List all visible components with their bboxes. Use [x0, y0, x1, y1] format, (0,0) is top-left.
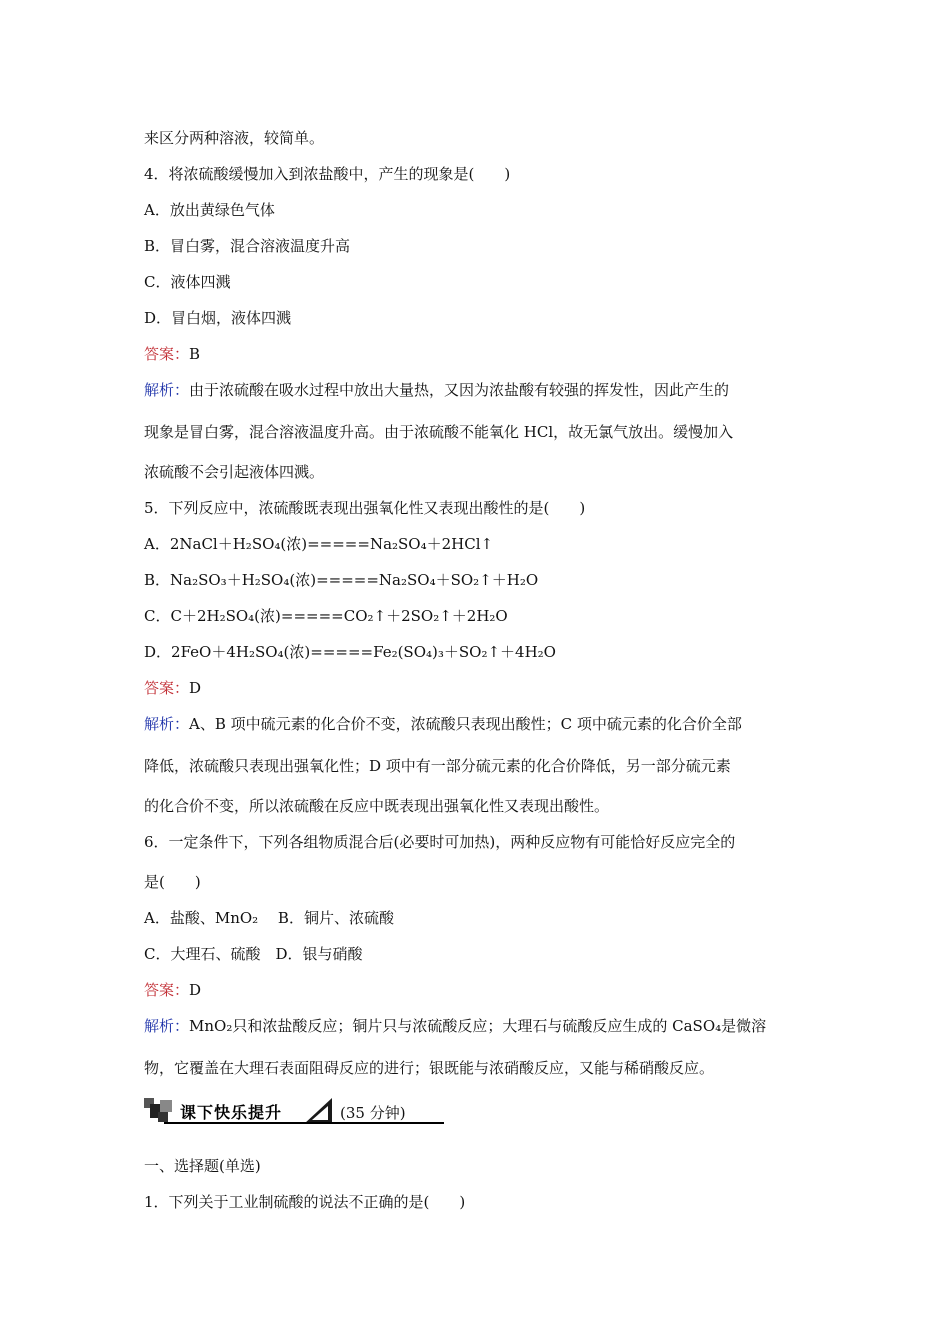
- explanation-line: 物，它覆盖在大理石表面阻碍反应的进行；银既能与浓硝酸反应，又能与稀硝酸反应。: [144, 1059, 715, 1077]
- section-duration: (35 分钟): [340, 1104, 406, 1122]
- explanation-label: 解析：: [144, 381, 190, 399]
- answer-value: D: [189, 981, 202, 999]
- answer-label: 答案：: [144, 981, 190, 999]
- text-line: 来区分两种溶液，较简单。: [144, 129, 325, 147]
- option-a: A．2NaCl＋H₂SO₄(浓)=====Na₂SO₄＋2HCl↑: [144, 535, 494, 553]
- explanation-line: 现象是冒白雾，混合溶液温度升高。由于浓硫酸不能氧化 HCl，故无氯气放出。缓慢加入: [144, 423, 734, 441]
- answer-line: [144, 980, 814, 1000]
- part-heading: 一、选择题(单选): [144, 1157, 261, 1175]
- explanation-line: 解析：由于浓硫酸在吸水过程中放出大量热，又因为浓盐酸有较强的挥发性，因此产生的: [144, 381, 730, 399]
- question-4: 4．将浓硫酸缓慢加入到浓盐酸中，产生的现象是( ): [144, 165, 511, 183]
- question-6-cont: 是( ): [144, 873, 201, 891]
- explanation-line: 降低，浓硫酸只表现出强氧化性；D 项中有一部分硫元素的化合价降低，另一部分硫元素: [144, 757, 731, 775]
- answer-label: 答案：: [144, 345, 190, 363]
- option-d: D．冒白烟，液体四溅: [144, 309, 292, 327]
- question-5: 5．下列反应中，浓硫酸既表现出强氧化性又表现出酸性的是( ): [144, 499, 586, 517]
- question-1: 1．下列关于工业制硫酸的说法不正确的是( ): [144, 1193, 466, 1211]
- question-6: 6．一定条件下，下列各组物质混合后(必要时可加热)，两种反应物有可能恰好反应完全的: [144, 833, 736, 851]
- explanation-label: 解析：: [144, 715, 190, 733]
- option-b: B．冒白雾，混合溶液温度升高: [144, 237, 351, 255]
- options-ab: A．盐酸、MnO₂ B．铜片、浓硫酸: [144, 909, 394, 927]
- option-b: B．Na₂SO₃＋H₂SO₄(浓)=====Na₂SO₄＋SO₂↑＋H₂O: [144, 571, 539, 589]
- answer-label: 答案：: [144, 679, 190, 697]
- answer-line: [144, 678, 814, 698]
- explanation-line: 的化合价不变，所以浓硫酸在反应中既表现出强氧化性又表现出酸性。: [144, 797, 610, 815]
- explanation-label: 解析：: [144, 1017, 190, 1035]
- answer-value: D: [189, 679, 202, 697]
- section-title: 课下快乐提升: [180, 1103, 283, 1122]
- answer-line: [144, 344, 814, 364]
- explanation-line: 浓硫酸不会引起液体四溅。: [144, 463, 325, 481]
- banner-triangle-icon: [304, 1098, 332, 1124]
- options-cd: C．大理石、硫酸 D．银与硝酸: [144, 945, 363, 963]
- option-c: C．C＋2H₂SO₄(浓)=====CO₂↑＋2SO₂↑＋2H₂O: [144, 607, 508, 625]
- option-c: C．液体四溅: [144, 273, 231, 291]
- explanation-line: 解析：A、B 项中硫元素的化合价不变，浓硫酸只表现出酸性；C 项中硫元素的化合价全部: [144, 715, 742, 733]
- section-banner: [144, 1096, 404, 1126]
- explanation-line: 解析：MnO₂只和浓盐酸反应；铜片只与浓硫酸反应；大理石与硫酸反应生成的 CaSO₄是微溶: [144, 1017, 767, 1035]
- answer-value: B: [189, 345, 201, 363]
- option-a: A．放出黄绿色气体: [144, 201, 275, 219]
- option-d: D．2FeO＋4H₂SO₄(浓)=====Fe₂(SO₄)₃＋SO₂↑＋4H₂O: [144, 643, 556, 661]
